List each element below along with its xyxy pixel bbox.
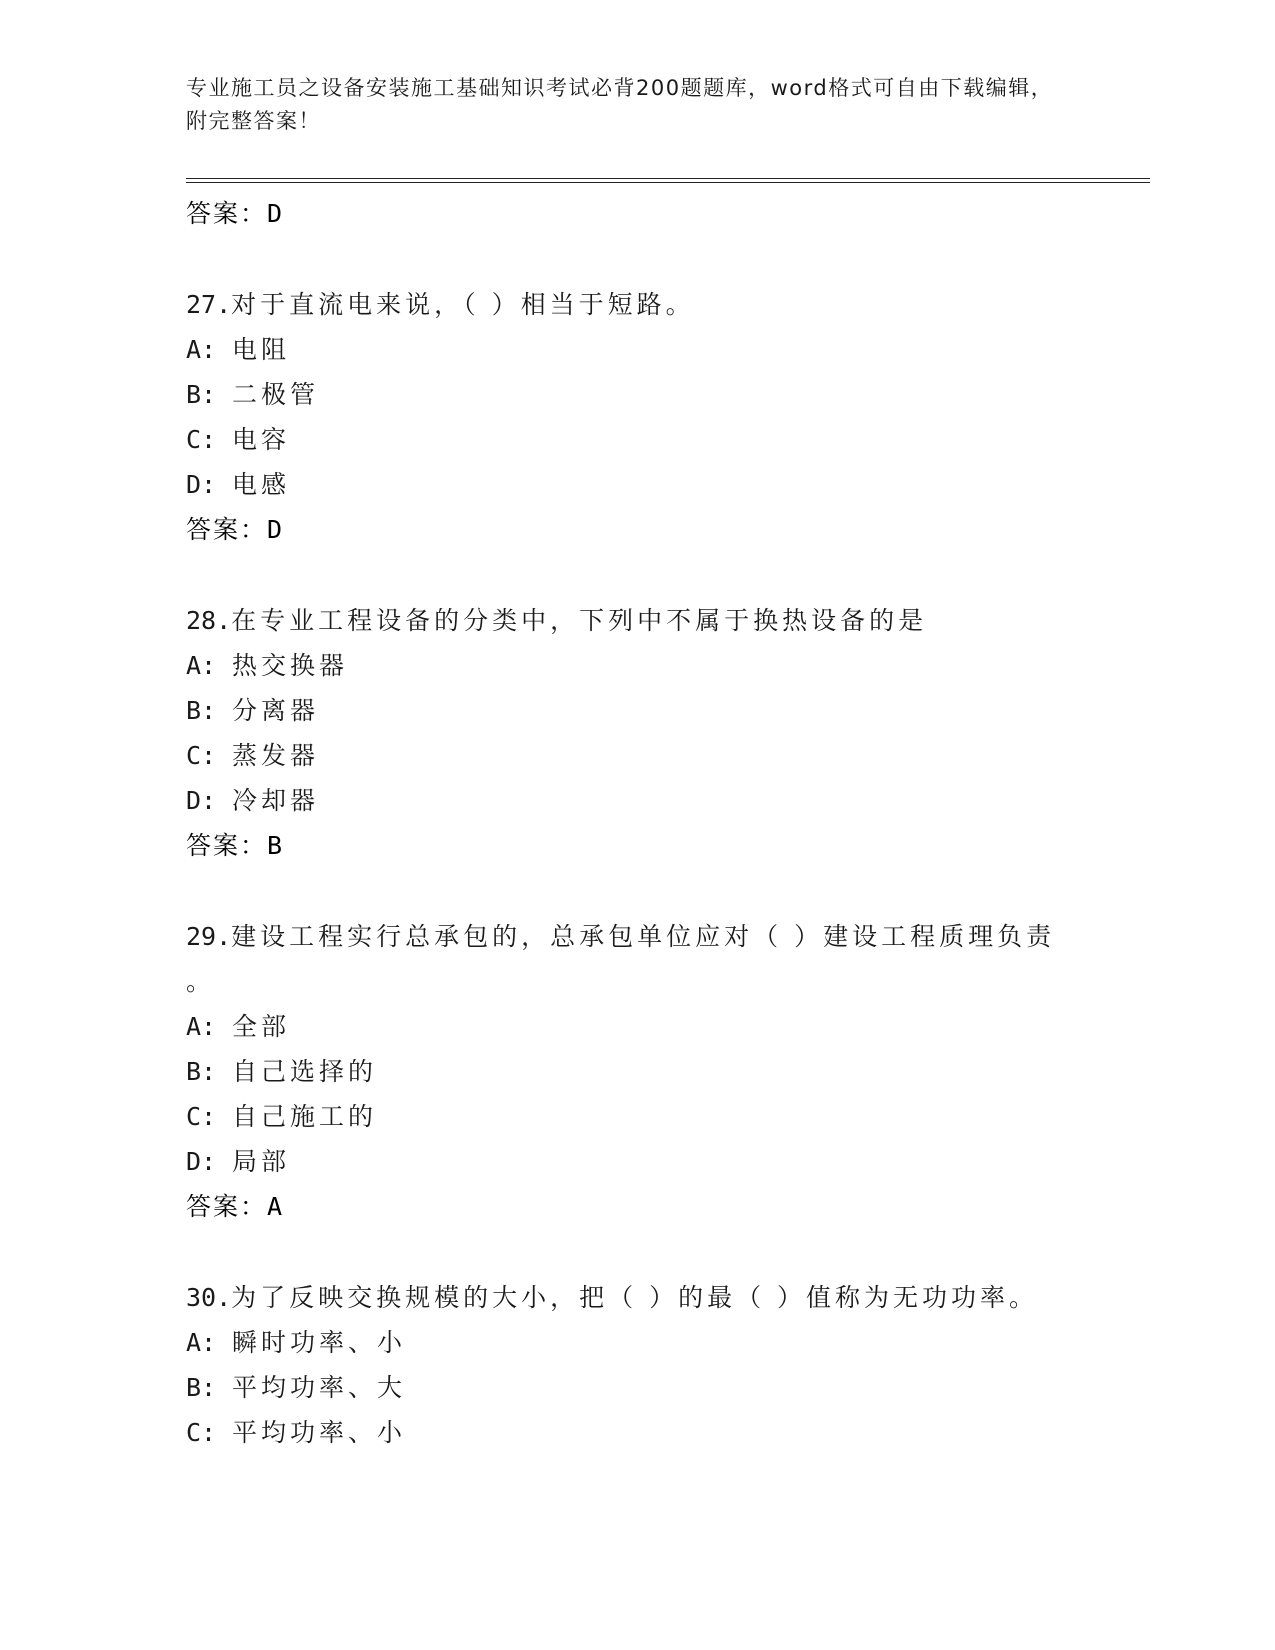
option-label: B: (186, 696, 217, 725)
option-text: 瞬时功率、小 (232, 1328, 407, 1357)
option-text: 全部 (232, 1012, 291, 1041)
question-stem (186, 1278, 1038, 1314)
question-number: 29. (186, 922, 232, 951)
option-text: 局部 (232, 1147, 291, 1176)
option-item (186, 1368, 406, 1404)
answer-line (186, 826, 282, 862)
question-text: 为了反映交换规模的大小，把（ ）的最（ ）值称为无功功率。 (231, 1283, 1039, 1312)
document-header: 专业施工员之设备安装施工基础知识考试必背200题题库，word格式可自由下载编辑，附完整答案！ (186, 76, 1054, 133)
option-label: A: (186, 335, 217, 364)
question-stem (186, 917, 1055, 953)
option-item (186, 1142, 290, 1178)
option-text: 二极管 (232, 380, 320, 409)
option-text: 自己施工的 (232, 1102, 378, 1131)
option-text: 冷却器 (232, 786, 320, 815)
question-stem-continuation: 。 (186, 967, 216, 996)
option-item (186, 1097, 377, 1133)
answer-prefix: 答案： (186, 199, 268, 228)
option-label: D: (186, 786, 217, 815)
option-label: D: (186, 1147, 217, 1176)
option-label: B: (186, 1373, 217, 1402)
option-item (186, 420, 290, 456)
option-text: 分离器 (232, 696, 320, 725)
question-stem (186, 601, 927, 637)
option-item (186, 736, 319, 772)
answer-line (186, 510, 282, 546)
question-text: 对于直流电来说，（ ）相当于短路。 (231, 290, 695, 319)
option-item (186, 465, 290, 501)
option-text: 电阻 (232, 335, 291, 364)
option-label: C: (186, 1102, 217, 1131)
answer-value: A (267, 1192, 283, 1221)
option-label: B: (186, 1057, 217, 1086)
answer-prefix: 答案： (186, 515, 268, 544)
header-divider-top (186, 178, 1150, 179)
option-text: 电感 (232, 470, 291, 499)
option-label: C: (186, 741, 217, 770)
option-text: 热交换器 (232, 651, 349, 680)
option-label: C: (186, 1418, 217, 1447)
answer-value: D (267, 515, 283, 544)
option-item (186, 1413, 406, 1449)
answer-line (186, 194, 282, 230)
option-label: A: (186, 651, 217, 680)
option-item (186, 375, 319, 411)
header-divider-bottom (186, 182, 1150, 183)
question-number: 28. (186, 606, 232, 635)
option-item (186, 330, 290, 366)
option-label: A: (186, 1012, 217, 1041)
question-text: 在专业工程设备的分类中，下列中不属于换热设备的是 (231, 606, 928, 635)
option-text: 电容 (232, 425, 291, 454)
option-item (186, 646, 348, 682)
answer-prefix: 答案： (186, 831, 268, 860)
option-label: C: (186, 425, 217, 454)
answer-prefix: 答案： (186, 1192, 268, 1221)
option-label: A: (186, 1328, 217, 1357)
option-item (186, 691, 319, 727)
question-number: 30. (186, 1283, 232, 1312)
question-stem (186, 285, 695, 321)
option-item (186, 1007, 290, 1043)
option-label: D: (186, 470, 217, 499)
option-item (186, 781, 319, 817)
option-text: 平均功率、小 (232, 1418, 407, 1447)
option-item (186, 1052, 377, 1088)
option-text: 平均功率、大 (232, 1373, 407, 1402)
option-label: B: (186, 380, 217, 409)
answer-line (186, 1187, 282, 1223)
question-number: 27. (186, 290, 232, 319)
answer-value: B (267, 831, 283, 860)
option-text: 自己选择的 (232, 1057, 378, 1086)
question-text: 建设工程实行总承包的，总承包单位应对（ ）建设工程质理负责 (231, 922, 1056, 951)
option-item (186, 1323, 406, 1359)
option-text: 蒸发器 (232, 741, 320, 770)
answer-value: D (267, 199, 283, 228)
